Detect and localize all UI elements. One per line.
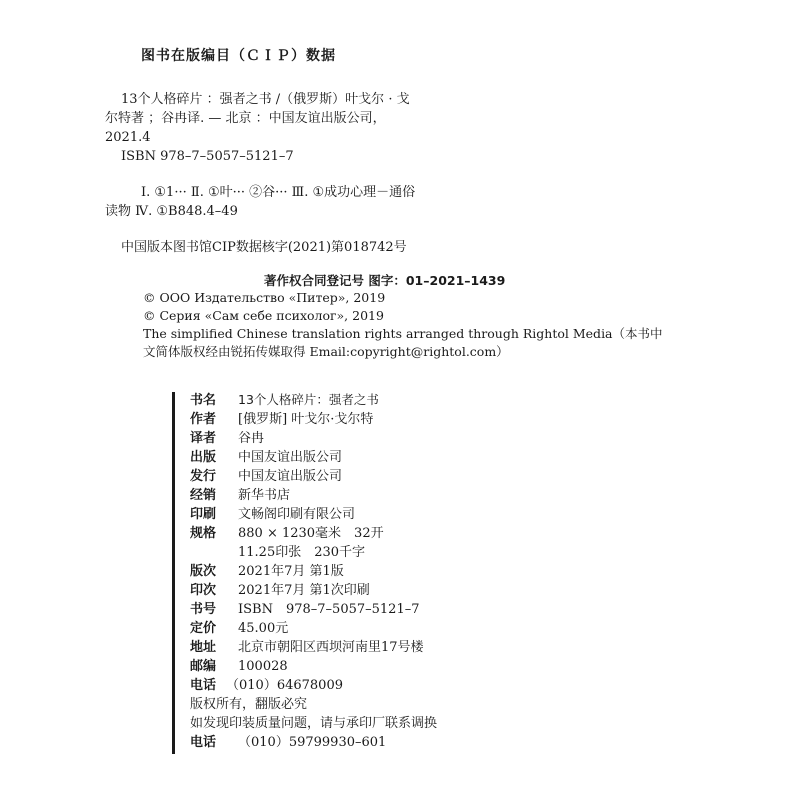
credit-value: [俄罗斯] 叶戈尔·戈尔特: [238, 412, 374, 427]
credit-label: 发行: [190, 469, 217, 484]
copyright-line-4: 文简体版权经由锐拓传媒取得 Email:copyright@rightol.com）: [143, 344, 509, 359]
credit-value: 中国友谊出版公司: [238, 469, 343, 484]
credit-value: 如发现印装质量问题，请与承印厂联系调换: [190, 716, 438, 731]
credit-row-title: [190, 392, 379, 409]
credit-row-author: [190, 411, 373, 428]
credit-row-printer: [190, 506, 355, 523]
credit-label: 地址: [190, 640, 217, 655]
credit-row-format-cont: [190, 544, 365, 561]
credit-label: 印刷: [190, 507, 217, 522]
cip-classification-line-1: Ⅰ. ①1··· Ⅱ. ①叶··· ②谷··· Ⅲ. ①成功心理－通俗: [141, 185, 416, 200]
copyright-line-2: © Серия «Сам себе психолог», 2019: [143, 308, 384, 323]
credit-label: 电话: [190, 735, 217, 750]
credit-label: 出版: [190, 450, 217, 465]
credit-row-isbn: [190, 601, 420, 618]
cip-title: 图书在版编目（ＣＩＰ）数据: [141, 48, 336, 64]
credit-label: 电话: [190, 678, 217, 693]
credit-value: 北京市朝阳区西坝河南里17号楼: [238, 640, 424, 655]
credit-label: 作者: [190, 412, 217, 427]
credit-value: 2021年7月 第1次印刷: [238, 583, 370, 598]
copyright-line-1: © ООО Издательство «Питер», 2019: [143, 290, 386, 305]
credit-label: 经销: [190, 488, 217, 503]
credit-label: 定价: [190, 621, 217, 636]
credit-value: 谷冉: [238, 431, 265, 446]
credit-row-edition: [190, 563, 344, 580]
credit-label: 译者: [190, 431, 217, 446]
credit-row-service-phone: [190, 734, 386, 751]
cip-entry-line-2: 尔特著 ；谷冉译. — 北京 ：中国友谊出版公司，: [105, 111, 386, 126]
credit-row-phone: [190, 677, 343, 694]
credit-label: 书名: [190, 393, 217, 408]
credit-row-price: [190, 620, 288, 637]
credit-row-format: [190, 525, 384, 542]
cip-verification-number: 中国版本图书馆CIP数据核字(2021)第018742号: [121, 240, 407, 255]
credit-row-rights-notice: [190, 696, 307, 713]
credit-value: 2021年7月 第1版: [238, 564, 344, 579]
credit-row-translator: [190, 430, 264, 447]
credit-label: 规格: [190, 526, 217, 541]
cip-entry-line-3: 2021.4: [105, 130, 151, 145]
credit-row-printing: [190, 582, 370, 599]
credit-value: 文畅阁印刷有限公司: [238, 507, 356, 522]
credit-row-postcode: [190, 658, 288, 675]
credit-value: 版权所有，翻版必究: [190, 697, 308, 712]
cip-classification-line-2: 读物 Ⅳ. ①B848.4–49: [105, 204, 238, 219]
credit-value: 45.00元: [238, 621, 289, 636]
credit-row-defect-notice: [190, 715, 437, 732]
credit-value: （010）64678009: [226, 678, 343, 693]
cip-isbn: ISBN 978–7–5057–5121–7: [121, 149, 294, 164]
credit-row-publisher: [190, 449, 342, 466]
credit-value: 13个人格碎片：强者之书: [238, 392, 379, 407]
credit-label: 邮编: [190, 659, 217, 674]
credit-value: 11.25印张 230千字: [238, 545, 366, 560]
credits-vertical-bar: [172, 392, 175, 754]
copyright-line-3: The simplified Chinese translation rights arranged through Rightol Media（本书中: [143, 326, 663, 341]
credit-label: 印次: [190, 583, 217, 598]
credit-value: （010）59799930–601: [238, 735, 387, 750]
copyright-registration-heading: 著作权合同登记号 图字：01–2021–1439: [264, 273, 506, 288]
credit-row-distributor: [190, 468, 342, 485]
credit-label: 版次: [190, 564, 217, 579]
credit-value: ISBN 978–7–5057–5121–7: [238, 602, 420, 617]
cip-entry-line-1: 13个人格碎片 ：强者之书 /（俄罗斯）叶戈尔 · 戈: [121, 92, 410, 107]
credit-value: 中国友谊出版公司: [238, 450, 343, 465]
credit-row-address: [190, 639, 424, 656]
credit-value: 新华书店: [238, 488, 291, 503]
credit-row-seller: [190, 487, 290, 504]
credit-value: 880 × 1230毫米 32开: [238, 526, 384, 541]
credit-value: 100028: [238, 659, 288, 674]
credit-label: 书号: [190, 602, 217, 617]
